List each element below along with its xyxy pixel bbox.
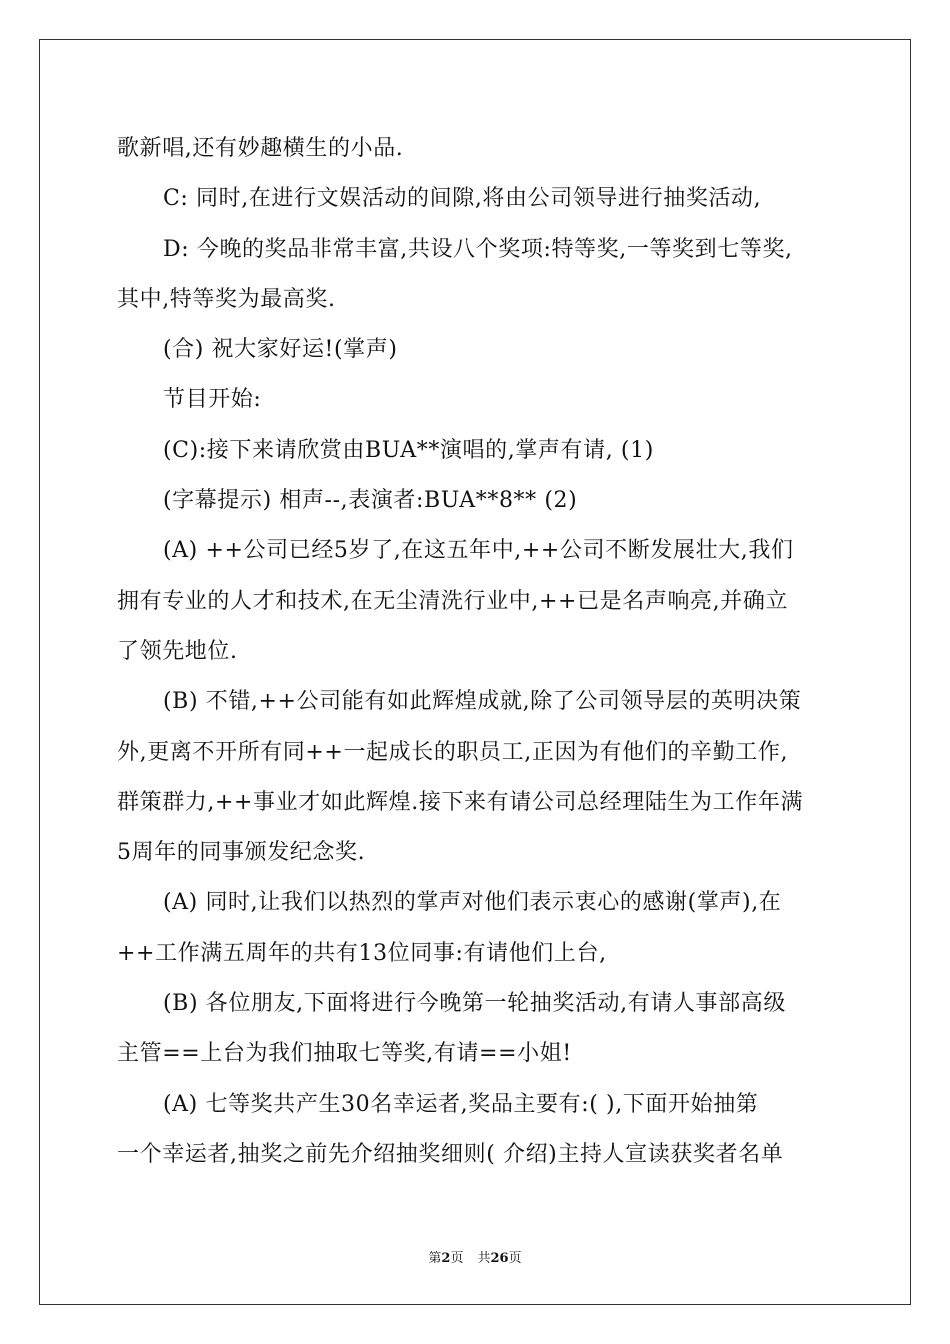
footer-page-suffix: 页 xyxy=(450,1251,464,1266)
text-line: (A) 七等奖共产生30名幸运者,奖品主要有:( ),下面开始抽第 xyxy=(163,1091,759,1117)
footer-total-prefix: 共 xyxy=(477,1251,491,1266)
text-line: (字幕提示) 相声--,表演者:BUA**8** (2) xyxy=(163,488,578,514)
text-line: 了领先地位. xyxy=(117,638,238,664)
document-body xyxy=(117,124,837,1180)
current-page-number: 2 xyxy=(441,1251,451,1266)
text-line: (B) 不错,++公司能有如此辉煌成就,除了公司领导层的英明决策 xyxy=(163,689,802,715)
text-line: 外,更离不开所有同++一起成长的职员工,正因为有他们的辛勤工作, xyxy=(117,739,789,765)
total-page-number: 26 xyxy=(490,1251,509,1266)
text-line: (C):接下来请欣赏由BUA**演唱的,掌声有请, (1) xyxy=(163,437,654,463)
text-line: ++工作满五周年的共有13位同事:有请他们上台, xyxy=(117,940,607,966)
text-line: 群策群力,++事业才如此辉煌.接下来有请公司总经理陆生为工作年满 xyxy=(117,789,804,815)
text-line: (B) 各位朋友,下面将进行今晚第一轮抽奖活动,有请人事部高级 xyxy=(163,991,786,1017)
text-line: (A) ++公司已经5岁了,在这五年中,++公司不断发展壮大,我们 xyxy=(163,538,794,564)
text-line: 主管==上台为我们抽取七等奖,有请==小姐! xyxy=(117,1041,572,1067)
text-line: 拥有专业的人才和技术,在无尘清洗行业中,++已是名声响亮,并确立 xyxy=(117,588,789,614)
text-line: (合) 祝大家好运!(掌声) xyxy=(163,337,398,363)
text-line: C: 同时,在进行文娱活动的间隙,将由公司领导进行抽奖活动, xyxy=(163,186,762,212)
text-line: 歌新唱,还有妙趣横生的小品. xyxy=(117,136,404,161)
footer-prefix: 第 xyxy=(428,1251,442,1266)
text-line: (A) 同时,让我们以热烈的掌声对他们表示衷心的感谢(掌声),在 xyxy=(163,890,782,916)
footer-total-suffix: 页 xyxy=(508,1251,522,1266)
text-line: 一个幸运者,抽奖之前先介绍抽奖细则( 介绍)主持人宣读获奖者名单 xyxy=(117,1141,784,1167)
text-line: 5周年的同事颁发纪念奖. xyxy=(117,840,366,866)
text-line: D: 今晚的奖品非常丰富,共设八个奖项:特等奖,一等奖到七等奖, xyxy=(163,236,793,262)
text-line: 节目开始: xyxy=(163,387,262,413)
page-footer xyxy=(0,1247,950,1266)
text-line: 其中,特等奖为最高奖. xyxy=(117,286,336,312)
